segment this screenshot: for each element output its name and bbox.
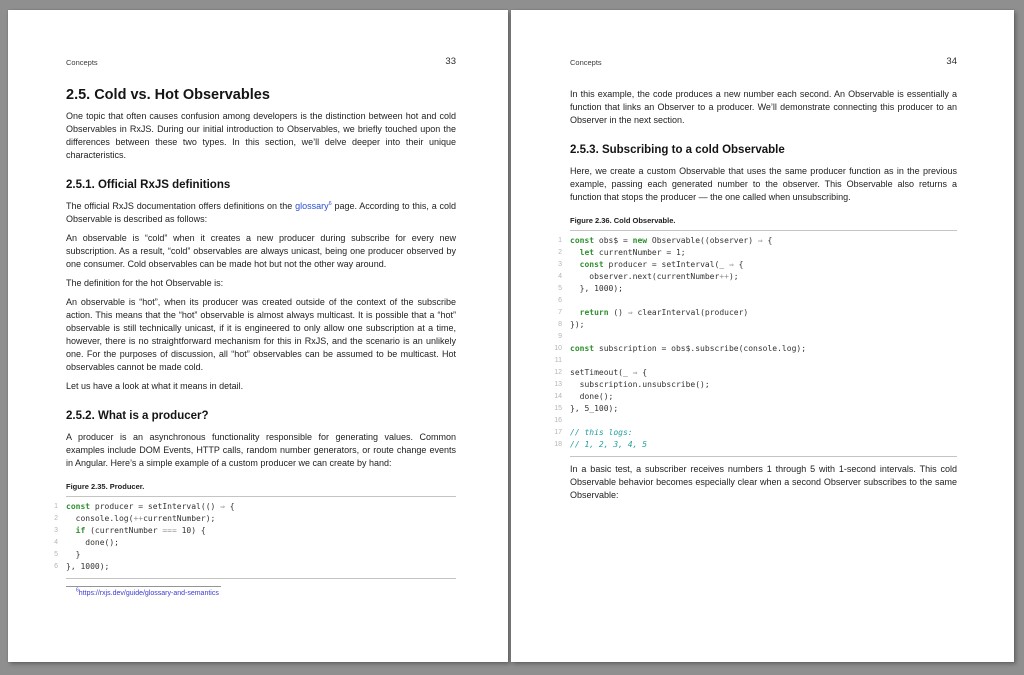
- line-number: 11: [554, 357, 562, 364]
- line-number: 8: [558, 321, 562, 328]
- code-text: }: [66, 550, 81, 559]
- figure-caption-2-35: Figure 2.35. Producer.: [66, 482, 145, 491]
- running-header-right: [570, 56, 957, 67]
- running-header-title: Concepts: [66, 58, 98, 67]
- paragraph: An observable is “hot”, when its producer was created outside of the context of the subscribe action. This means that the “hot” observable is almost always multicast. It is possible that a “hot” observable is still technically unicast, if it is engineered to only allow one subscription at a time, however, there is no straightforward mechanism for this in RxJS, and the scenario is an unlikely one. For the purposes of discussion, all “hot” observables can be assumed to be multicast. Hot observables cannot be made cold.: [66, 297, 456, 372]
- code-text: return () ⇒ clearInterval(producer): [579, 308, 749, 317]
- paragraph: In a basic test, a subscriber receives numbers 1 through 5 with 1-second intervals. This cold Observable behavior becomes especially clear when a second Observer subscribes to the same Observable:: [570, 464, 957, 500]
- line-number: 2: [54, 515, 58, 522]
- code-line: [558, 295, 957, 307]
- line-number: 9: [558, 333, 562, 340]
- paragraph: The definition for the hot Observable is:: [66, 278, 224, 288]
- line-number: 13: [554, 381, 562, 388]
- code-text: done();: [66, 538, 119, 547]
- paragraph-with-link: [66, 200, 456, 226]
- paragraph: One topic that often causes confusion among developers is the distinction between hot and cold Observables in RxJS. During our initial introduction to Observables, we briefly touched upon the differences between these two types. In this section, we’ll delve deeper into their unique characteristics.: [66, 111, 456, 160]
- code-text: // 1, 2, 3, 4, 5: [570, 440, 648, 449]
- line-number: 15: [554, 405, 562, 412]
- line-number: 7: [558, 309, 562, 316]
- code-text: setTimeout(_ ⇒ {: [570, 368, 648, 377]
- code-line: [554, 367, 957, 379]
- running-header-title: Concepts: [570, 58, 602, 67]
- code-line: [558, 271, 957, 283]
- line-number: 6: [558, 297, 562, 304]
- code-text: [570, 355, 957, 367]
- line-number: 4: [54, 539, 58, 546]
- code-line: [554, 439, 957, 451]
- line-number: 16: [554, 417, 562, 424]
- code-text: let currentNumber = 1;: [579, 248, 686, 257]
- code-text: console.log(++currentNumber);: [66, 514, 216, 523]
- line-number: 3: [558, 261, 562, 268]
- code-line: [54, 537, 456, 549]
- code-text: const subscription = obs$.subscribe(console.log);: [570, 344, 807, 353]
- code-text: const producer = setInterval(_ ⇒ {: [579, 260, 744, 269]
- footnote: [66, 587, 456, 597]
- footnote-marker: 6: [76, 587, 79, 594]
- line-number: 18: [554, 441, 562, 448]
- footnote-area: [66, 586, 456, 597]
- code-line: [558, 259, 957, 271]
- code-line: [54, 501, 456, 513]
- line-number: 4: [558, 273, 562, 280]
- code-line: [558, 307, 957, 319]
- line-number: 1: [558, 237, 562, 244]
- code-text: }, 5_100);: [570, 404, 619, 413]
- code-line: [554, 415, 957, 427]
- code-line: [554, 355, 957, 367]
- section-heading-2-5: 2.5. Cold vs. Hot Observables: [66, 87, 270, 103]
- glossary-link-text: glossary: [295, 201, 329, 211]
- code-text: }, 1000);: [66, 562, 110, 571]
- paragraph: Let us have a look at what it means in detail.: [66, 381, 244, 391]
- code-line: [554, 403, 957, 415]
- code-listing-cold-observable: [554, 230, 957, 457]
- paragraph: A producer is an asynchronous functionality responsible for generating values. Common examples include DOM Events, HTTP calls, random number generators, or route change events in Angular. Here’s a simple example of a custom producer we can create by hand:: [66, 432, 456, 468]
- running-header-left: [66, 56, 456, 67]
- code-text: const producer = setInterval(() ⇒ {: [66, 502, 235, 511]
- code-text: observer.next(currentNumber++);: [570, 272, 739, 281]
- code-line: [554, 427, 957, 439]
- page-number: 34: [946, 56, 957, 67]
- line-number: 5: [558, 285, 562, 292]
- figure-caption-2-36: Figure 2.36. Cold Observable.: [570, 216, 676, 225]
- code-text: // this logs:: [570, 428, 633, 437]
- line-number: 5: [54, 551, 58, 558]
- paragraph: Here, we create a custom Observable that uses the same producer function as in the previous example, passing each generated number to the observer. This Observable also returns a function that stops the producer — the one called when unsubscribing.: [570, 166, 957, 202]
- code-text: if (currentNumber === 10) {: [75, 526, 206, 535]
- page-number: 33: [445, 56, 456, 67]
- line-number: 17: [554, 429, 562, 436]
- code-line: [558, 331, 957, 343]
- code-line: [54, 525, 456, 537]
- code-line: [558, 247, 957, 259]
- code-line: [54, 561, 456, 573]
- paragraph-text: page. According to this, a cold Observable is described as follows:: [66, 201, 456, 224]
- code-listing-producer: [54, 496, 456, 579]
- code-text: done();: [570, 392, 614, 401]
- paragraph: An observable is “cold” when it creates a new producer during subscribe for every new subscription. As a result, “cold” observables are always unicast, being one producer observed by one consumer. Cold observables can be made hot but not the other way around.: [66, 233, 456, 269]
- footnote-reference[interactable]: 6: [328, 201, 332, 207]
- page-34: [511, 10, 1014, 662]
- line-number: 12: [554, 369, 562, 376]
- code-text: [570, 415, 957, 427]
- subsection-heading-2-5-2: 2.5.2. What is a producer?: [66, 410, 209, 422]
- code-line: [554, 343, 957, 355]
- paragraph-text: The official RxJS documentation offers definitions on the: [66, 201, 296, 211]
- code-text: }, 1000);: [570, 284, 623, 293]
- line-number: 6: [54, 563, 58, 570]
- code-line: [558, 319, 957, 331]
- code-text: subscription.unsubscribe();: [570, 380, 710, 389]
- line-number: 14: [554, 393, 562, 400]
- line-number: 10: [554, 345, 562, 352]
- code-line: [54, 549, 456, 561]
- line-number: 2: [558, 249, 562, 256]
- line-number: 3: [54, 527, 58, 534]
- code-text: const obs$ = new Observable((observer) ⇒ {: [570, 236, 773, 245]
- glossary-link[interactable]: [295, 201, 332, 211]
- code-text: [570, 295, 957, 307]
- line-number: 1: [54, 503, 58, 510]
- page-33: [8, 10, 508, 662]
- footnote-link[interactable]: https://rxjs.dev/guide/glossary-and-semantics: [78, 590, 219, 597]
- code-text: [570, 331, 957, 343]
- footnote-separator: [66, 586, 221, 587]
- code-text: });: [570, 320, 585, 329]
- subsection-heading-2-5-3: 2.5.3. Subscribing to a cold Observable: [570, 144, 785, 156]
- code-line: [558, 235, 957, 247]
- code-line: [554, 379, 957, 391]
- code-line: [558, 283, 957, 295]
- code-line: [554, 391, 957, 403]
- subsection-heading-2-5-1: 2.5.1. Official RxJS definitions: [66, 179, 231, 191]
- code-line: [54, 513, 456, 525]
- paragraph: In this example, the code produces a new number each second. An Observable is essentially a function that links an Observer to a producer. We’ll demonstrate connecting this producer to an Observer in the next section.: [570, 89, 957, 125]
